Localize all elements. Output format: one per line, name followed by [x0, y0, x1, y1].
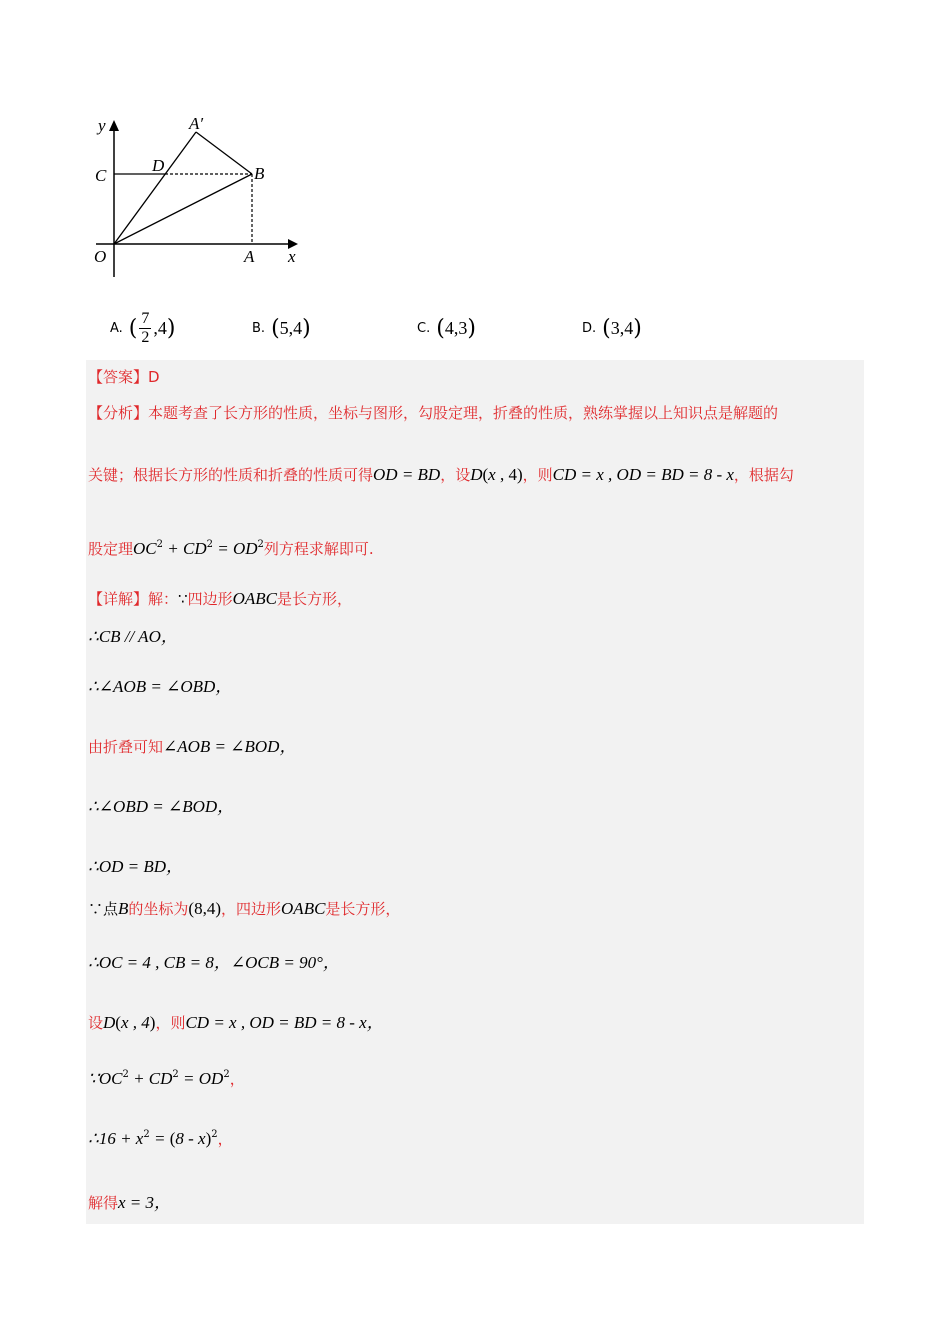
paren-open: (	[115, 1013, 121, 1032]
math-result: x = 3，	[118, 1193, 172, 1212]
math-statement: ∴∠OBD = ∠BOD，	[88, 797, 235, 816]
exponent: 2	[156, 539, 164, 550]
analysis-text-2b: ，设	[440, 466, 471, 484]
option-letter: B.	[252, 320, 266, 336]
paren-close: )	[633, 315, 642, 341]
answer-line	[88, 366, 160, 387]
math-cd: + CD	[128, 1069, 173, 1088]
option-a[interactable]	[110, 303, 175, 353]
exponent: 2	[206, 539, 213, 550]
paren-open: (	[188, 899, 195, 918]
paren-close: )	[149, 1013, 156, 1032]
paren-close: )	[215, 899, 222, 918]
option-value: 3,4	[610, 317, 634, 338]
analysis-text-2c: ，则	[522, 466, 553, 484]
paren-close: )	[205, 1129, 212, 1148]
fraction	[139, 310, 151, 347]
math-d: D	[103, 1013, 116, 1032]
paren-open: (	[169, 1129, 176, 1148]
label-c: C	[95, 166, 107, 185]
punctuation: ，	[229, 1070, 245, 1088]
label-a: A	[244, 247, 255, 266]
folding-diagram	[82, 112, 312, 277]
y-axis-arrow	[109, 120, 119, 131]
option-value: 5,4	[279, 317, 303, 338]
math-cd: + CD	[163, 539, 207, 558]
math-od: = OD	[178, 1069, 224, 1088]
fraction-numerator: 7	[141, 309, 150, 327]
label-o: O	[94, 247, 107, 266]
option-c[interactable]	[417, 303, 476, 353]
detail-text: ∵点	[88, 900, 119, 918]
math-b: B	[118, 899, 129, 918]
math-coordinate: x , 4	[120, 1013, 150, 1032]
paren-open: (	[436, 315, 445, 341]
analysis-line-2	[88, 464, 794, 485]
label-x: x	[288, 247, 296, 266]
math-od: = OD	[212, 539, 258, 558]
answer-value: D	[148, 368, 160, 386]
analysis-text-2a: 关键；根据长方形的性质和折叠的性质可得	[88, 466, 374, 484]
paren-open: (	[271, 315, 280, 341]
exponent: 2	[122, 1069, 129, 1080]
analysis-text-3b: 列方程求解即可.	[263, 540, 374, 558]
math-od-bd: OD = BD	[373, 465, 441, 484]
math-statement: ∴OC = 4 , CB = 8，∠OCB = 90°，	[88, 953, 340, 972]
label-b: B	[254, 164, 265, 183]
label-y: y	[98, 116, 106, 135]
math-oabc: OABC	[281, 899, 326, 918]
math-statement: ∠AOB = ∠BOD，	[163, 737, 297, 756]
detail-tag: 【详解】	[88, 590, 149, 608]
because-symbol: ∵	[178, 590, 188, 608]
detail-line-11	[88, 1128, 233, 1149]
analysis-tag: 【分析】	[88, 404, 149, 422]
exponent: 2	[211, 1129, 218, 1140]
math-statement: ∴CB // AO，	[88, 627, 178, 646]
detail-line-1	[88, 588, 352, 609]
detail-line-10	[88, 1068, 245, 1089]
answer-tag: 【答案】	[88, 368, 149, 386]
label-d: D	[152, 156, 165, 175]
detail-line-12	[88, 1188, 171, 1213]
math-statement: CD = x , OD = BD = 8 - x，	[185, 1013, 384, 1032]
paren-close: )	[467, 315, 476, 341]
detail-line-5	[88, 792, 234, 817]
paren-close: )	[166, 315, 176, 341]
segment-ob	[114, 174, 252, 244]
math-d: D	[470, 465, 483, 484]
math-oc: OC	[133, 539, 157, 558]
option-letter: D.	[582, 320, 597, 336]
detail-line-3	[88, 672, 232, 697]
detail-text: 设	[88, 1014, 104, 1032]
option-b[interactable]	[252, 303, 311, 353]
detail-line-4	[88, 732, 296, 757]
detail-text: 解得	[88, 1194, 119, 1212]
paren-open: (	[128, 315, 138, 341]
detail-text: ，则	[155, 1014, 186, 1032]
math-oabc: OABC	[232, 589, 277, 608]
detail-line-9	[88, 1008, 384, 1033]
detail-line-2	[88, 622, 178, 647]
paren-open: (	[482, 465, 489, 484]
detail-text: 是长方形，	[276, 590, 352, 608]
geometry-figure	[82, 112, 312, 277]
punctuation: ，	[217, 1130, 233, 1148]
answer-options	[110, 303, 810, 353]
detail-text: 由折叠可知	[88, 738, 164, 756]
math-statement: ∴∠AOB = ∠OBD，	[88, 677, 233, 696]
analysis-line-3	[88, 538, 374, 559]
analysis-text-3a: 股定理	[88, 540, 134, 558]
math-lhs: ∴16 + x	[88, 1129, 144, 1148]
exponent: 2	[257, 539, 264, 550]
exponent: 2	[223, 1069, 230, 1080]
math-four: , 4	[495, 465, 517, 484]
math-rhs: 8 - x	[175, 1129, 206, 1148]
detail-line-6	[88, 852, 183, 877]
coordinate-value: 8,4	[194, 899, 216, 918]
segment-a-prime-b	[196, 132, 252, 174]
option-letter: A.	[110, 320, 123, 336]
option-d[interactable]	[582, 303, 642, 353]
option-value: 4,3	[444, 317, 468, 338]
detail-line-7	[88, 898, 400, 919]
segment-oa-prime	[114, 132, 196, 244]
detail-text: 的坐标为	[128, 900, 189, 918]
analysis-text-2d: ，根据勾	[733, 466, 794, 484]
math-equals: =	[149, 1129, 170, 1148]
label-a-prime: A′	[189, 114, 204, 133]
option-value: ,4	[153, 317, 167, 338]
exponent: 2	[143, 1129, 150, 1140]
math-x: x	[488, 465, 496, 484]
solution-panel	[86, 360, 864, 1224]
detail-text: ，四边形	[221, 900, 282, 918]
exponent: 2	[172, 1069, 179, 1080]
analysis-line-1	[88, 402, 778, 423]
paren-close: )	[302, 315, 311, 341]
analysis-text-1: 本题考查了长方形的性质，坐标与图形，勾股定理，折叠的性质，熟练掌握以上知识点是解题的	[148, 404, 779, 422]
fraction-denominator: 2	[141, 328, 150, 346]
math-oc: ∵OC	[88, 1069, 123, 1088]
detail-line-8	[88, 948, 340, 973]
detail-text: 是长方形，	[325, 900, 401, 918]
option-letter: C.	[417, 320, 431, 336]
math-cd-expr: CD = x , OD = BD = 8 - x	[552, 465, 734, 484]
paren-open: (	[602, 315, 611, 341]
paren-close: )	[516, 465, 523, 484]
math-statement: ∴OD = BD，	[88, 857, 184, 876]
detail-text: 解：	[148, 590, 179, 608]
detail-text: 四边形	[187, 590, 233, 608]
